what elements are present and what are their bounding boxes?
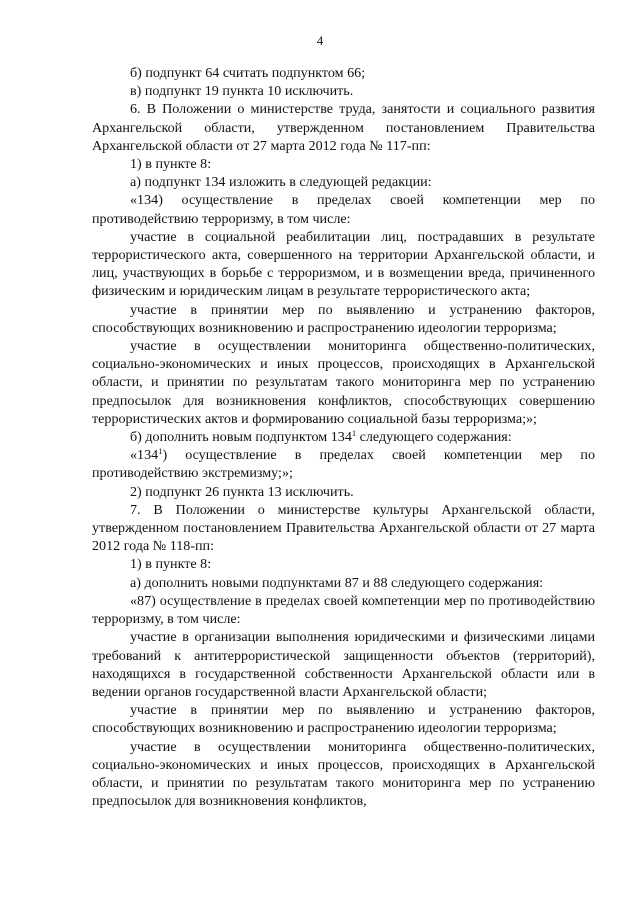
paragraph: участие в принятии мер по выявлению и устранению факторов, способствующих возникновению и распространению идеологии терроризма; — [92, 301, 595, 336]
paragraph: 1) в пункте 8: — [130, 556, 212, 573]
paragraph-with-superscript — [92, 428, 595, 446]
paragraph: «134) осуществление в пределах своей компетенции мер по противодействию терроризму, в том числе: — [92, 192, 595, 227]
paragraph: «87) осуществление в пределах своей компетенции мер по противодействию терроризму, в том числе: — [92, 592, 595, 628]
paragraph: б) подпункт 64 считать подпунктом 66; — [130, 65, 366, 81]
paragraph: участие в социальной реабилитации лиц, пострадавших в результате террористического акта, совершенного на территории Архангельской области, и лиц, участвующих в борьбе с терроризмом, и в возмещении вреда, причиненного физическим и юридическим лицам в результате террористического акта; — [92, 228, 595, 300]
page-number: 4 — [316, 33, 324, 48]
paragraph: в) подпункт 19 пункта 10 исключить. — [130, 83, 354, 100]
paragraph: 6. В Положении о министерстве труда, занятости и социального развития Архангельской области, утвержденном постановлением Правительства Архангельской области от 27 марта 2012 года № 117-пп: — [92, 101, 595, 154]
paragraph: 7. В Положении о министерстве культуры Архангельской области, утвержденном постановлением Правительства Архангельской области от 27 марта 2012 года № 118-пп: — [92, 501, 595, 555]
paragraph: участие в осуществлении мониторинга общественно-политических, социально-экономических и иных процессов, происходящих в Архангельской области, и принятии по результатам такого мониторинга мер по устранению предпосылок для возникновения конфликтов, — [92, 738, 595, 810]
superscript: 1 — [158, 446, 163, 457]
superscript: 1 — [351, 428, 357, 439]
paragraph: 1) в пункте 8: — [130, 156, 212, 173]
paragraph-text: следующего содержания: — [356, 429, 512, 446]
paragraph: а) дополнить новыми подпунктами 87 и 88 следующего содержания: — [130, 574, 544, 591]
paragraph: 2) подпункт 26 пункта 13 исключить. — [130, 483, 354, 500]
paragraph: а) подпункт 134 изложить в следующей редакции: — [130, 174, 432, 191]
paragraph-text: «134 — [130, 447, 159, 464]
paragraph: участие в принятии мер по выявлению и устранению факторов, способствующих возникновению и распространению идеологии терроризма; — [92, 702, 595, 737]
paragraph-text: ) осуществление в пределах своей компетенции мер по противодействию экстремизму;»; — [92, 447, 595, 482]
paragraph: участие в организации выполнения юридическими и физическими лицами требований к антитеррористической защищенности объектов (территорий), находящихся в государственной собственности Архангельской области или в ведении органов государственной власти Архангельской области; — [92, 629, 595, 700]
document-body — [92, 64, 595, 810]
paragraph-text: б) дополнить новым подпунктом 134 — [130, 429, 352, 446]
paragraph: участие в осуществлении мониторинга общественно-политических, социально-экономических и иных процессов, происходящих в Архангельской области, и принятии по результатам такого мониторинга мер по устранению предпосылок для возникновения конфликтов, способствующих совершению террористических актов и формированию социальной базы терроризма;»; — [92, 338, 595, 427]
paragraph-with-superscript — [92, 446, 595, 482]
